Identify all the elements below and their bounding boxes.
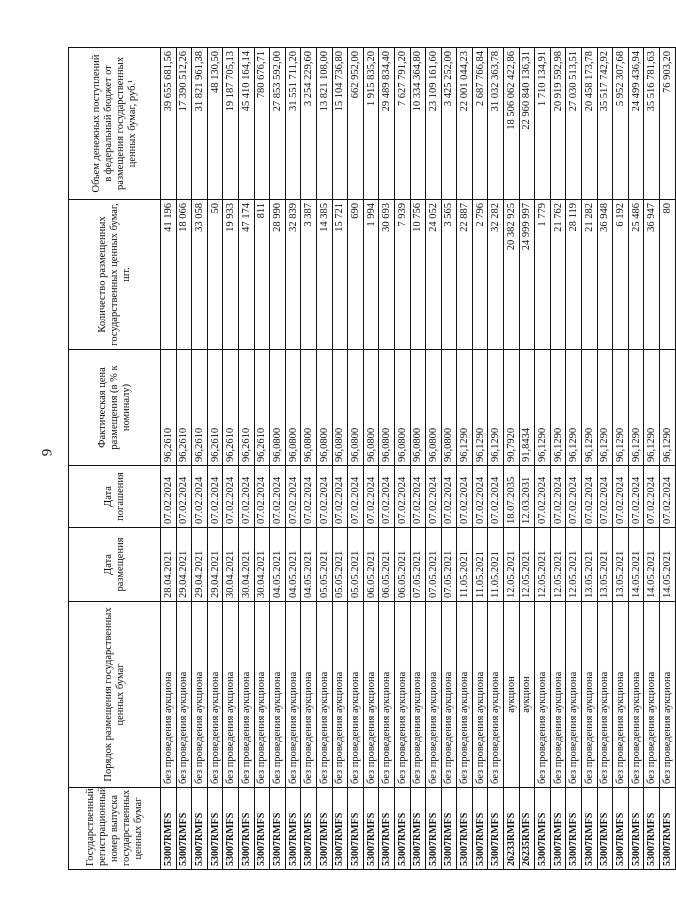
placement-date-cell: 12.05.2021 — [519, 528, 535, 602]
proceeds-cell: 27 030 513,51 — [566, 48, 582, 200]
actual-price-cell: 96,0800 — [379, 350, 395, 466]
proceeds-cell: 76 903,20 — [660, 48, 676, 200]
proceeds-cell: 20 458 173,78 — [582, 48, 598, 200]
placement-date-cell: 29.04.2021 — [192, 528, 208, 602]
reg-number-cell: 53007RMFS — [301, 788, 317, 870]
placement-order-cell: без проведения аукциона — [207, 602, 223, 788]
page-number: 9 — [39, 448, 56, 457]
actual-price-cell: 90,7920 — [504, 350, 520, 466]
maturity-date-cell: 07.02.2024 — [410, 466, 426, 528]
placement-date-cell: 12.05.2021 — [535, 528, 551, 602]
reg-number-cell: 53007RMFS — [223, 788, 239, 870]
table-row — [348, 48, 364, 870]
actual-price-cell: 96,0800 — [441, 350, 457, 466]
table-row — [535, 48, 551, 870]
placement-date-cell: 04.05.2021 — [270, 528, 286, 602]
proceeds-cell: 39 655 681,56 — [161, 48, 177, 200]
actual-price-cell: 96,1290 — [582, 350, 598, 466]
placement-order-cell: без проведения аукциона — [644, 602, 660, 788]
placement-date-cell: 14.05.2021 — [660, 528, 676, 602]
placement-date-cell: 14.05.2021 — [628, 528, 644, 602]
table-row — [519, 48, 535, 870]
maturity-date-cell: 07.02.2024 — [316, 466, 332, 528]
proceeds-cell: 29 489 834,40 — [379, 48, 395, 200]
reg-number-cell: 53007RMFS — [176, 788, 192, 870]
table-row — [394, 48, 410, 870]
reg-number-cell: 53007RMFS — [332, 788, 348, 870]
maturity-date-cell: 18.07.2035 — [504, 466, 520, 528]
actual-price-cell: 96,1290 — [597, 350, 613, 466]
placements-table — [68, 47, 676, 870]
placement-date-cell: 30.04.2021 — [254, 528, 270, 602]
quantity-cell: 22 887 — [457, 200, 473, 350]
quantity-cell: 15 721 — [332, 200, 348, 350]
header-quantity: Количество размещенных государственных ценных бумаг, шт. — [69, 200, 161, 350]
reg-number-cell: 53007RMFS — [254, 788, 270, 870]
quantity-cell: 21 762 — [550, 200, 566, 350]
placement-date-cell: 07.05.2021 — [410, 528, 426, 602]
quantity-cell: 2 796 — [472, 200, 488, 350]
actual-price-cell: 96,1290 — [628, 350, 644, 466]
placement-date-cell: 11.05.2021 — [457, 528, 473, 602]
quantity-cell: 18 066 — [176, 200, 192, 350]
quantity-cell: 10 756 — [410, 200, 426, 350]
placement-date-cell: 30.04.2021 — [223, 528, 239, 602]
reg-number-cell: 53007RMFS — [644, 788, 660, 870]
table-row — [426, 48, 442, 870]
table-row — [379, 48, 395, 870]
maturity-date-cell: 07.02.2024 — [644, 466, 660, 528]
quantity-cell: 41 196 — [161, 200, 177, 350]
maturity-date-cell: 07.02.2024 — [270, 466, 286, 528]
reg-number-cell: 53007RMFS — [410, 788, 426, 870]
placement-order-cell: без проведения аукциона — [223, 602, 239, 788]
actual-price-cell: 96,2610 — [192, 350, 208, 466]
table-row — [644, 48, 660, 870]
reg-number-cell: 53007RMFS — [270, 788, 286, 870]
reg-number-cell: 26235RMFS — [519, 788, 535, 870]
placement-order-cell: без проведения аукциона — [285, 602, 301, 788]
maturity-date-cell: 07.02.2024 — [426, 466, 442, 528]
maturity-date-cell: 07.02.2024 — [238, 466, 254, 528]
reg-number-cell: 53007RMFS — [457, 788, 473, 870]
table-row — [316, 48, 332, 870]
placement-order-cell: без проведения аукциона — [597, 602, 613, 788]
maturity-date-cell: 12.03.2031 — [519, 466, 535, 528]
maturity-date-cell: 07.02.2024 — [332, 466, 348, 528]
quantity-cell: 1 994 — [363, 200, 379, 350]
quantity-cell: 33 058 — [192, 200, 208, 350]
actual-price-cell: 96,0800 — [394, 350, 410, 466]
reg-number-cell: 53007RMFS — [597, 788, 613, 870]
actual-price-cell: 96,1290 — [535, 350, 551, 466]
quantity-cell: 32 282 — [488, 200, 504, 350]
actual-price-cell: 96,0800 — [316, 350, 332, 466]
placement-date-cell: 06.05.2021 — [363, 528, 379, 602]
placement-order-cell: без проведения аукциона — [254, 602, 270, 788]
table-row — [238, 48, 254, 870]
reg-number-cell: 53007RMFS — [161, 788, 177, 870]
maturity-date-cell: 07.02.2024 — [457, 466, 473, 528]
table-row — [363, 48, 379, 870]
actual-price-cell: 96,1290 — [566, 350, 582, 466]
placement-order-cell: без проведения аукциона — [410, 602, 426, 788]
placement-date-cell: 29.04.2021 — [207, 528, 223, 602]
placement-order-cell: без проведения аукциона — [628, 602, 644, 788]
placement-order-cell: без проведения аукциона — [301, 602, 317, 788]
proceeds-cell: 45 410 164,14 — [238, 48, 254, 200]
maturity-date-cell: 07.02.2024 — [628, 466, 644, 528]
placement-order-cell: без проведения аукциона — [394, 602, 410, 788]
maturity-date-cell: 07.02.2024 — [176, 466, 192, 528]
placement-date-cell: 11.05.2021 — [488, 528, 504, 602]
quantity-cell: 1 779 — [535, 200, 551, 350]
proceeds-cell: 20 919 592,98 — [550, 48, 566, 200]
actual-price-cell: 96,0800 — [301, 350, 317, 466]
table-row — [660, 48, 676, 870]
actual-price-cell: 96,0800 — [426, 350, 442, 466]
actual-price-cell: 96,1290 — [644, 350, 660, 466]
placement-order-cell: без проведения аукциона — [613, 602, 629, 788]
placement-order-cell: без проведения аукциона — [441, 602, 457, 788]
quantity-cell: 690 — [348, 200, 364, 350]
maturity-date-cell: 07.02.2024 — [254, 466, 270, 528]
quantity-cell: 811 — [254, 200, 270, 350]
quantity-cell: 3 565 — [441, 200, 457, 350]
reg-number-cell: 53007RMFS — [535, 788, 551, 870]
reg-number-cell: 53007RMFS — [613, 788, 629, 870]
actual-price-cell: 96,2610 — [238, 350, 254, 466]
reg-number-cell: 53007RMFS — [441, 788, 457, 870]
table-row — [504, 48, 520, 870]
placement-order-cell: аукцион — [519, 602, 535, 788]
proceeds-cell: 1 710 134,91 — [535, 48, 551, 200]
reg-number-cell: 53007RMFS — [488, 788, 504, 870]
table-row — [285, 48, 301, 870]
placement-date-cell: 05.05.2021 — [332, 528, 348, 602]
header-placement-order: Порядок размещения государственных ценных бумаг — [69, 602, 161, 788]
table-row — [550, 48, 566, 870]
actual-price-cell: 96,2610 — [207, 350, 223, 466]
reg-number-cell: 53007RMFS — [426, 788, 442, 870]
actual-price-cell: 96,2610 — [254, 350, 270, 466]
proceeds-cell: 22 001 044,23 — [457, 48, 473, 200]
placement-order-cell: без проведения аукциона — [332, 602, 348, 788]
proceeds-cell: 31 032 363,78 — [488, 48, 504, 200]
quantity-cell: 24 052 — [426, 200, 442, 350]
placement-date-cell: 13.05.2021 — [597, 528, 613, 602]
quantity-cell: 7 939 — [394, 200, 410, 350]
proceeds-cell: 17 390 512,26 — [176, 48, 192, 200]
quantity-cell: 24 999 997 — [519, 200, 535, 350]
placement-date-cell: 28.04.2021 — [161, 528, 177, 602]
table-row — [176, 48, 192, 870]
header-maturity-date: Дата погашения — [69, 466, 161, 528]
table-row — [332, 48, 348, 870]
quantity-cell: 30 693 — [379, 200, 395, 350]
actual-price-cell: 96,1290 — [488, 350, 504, 466]
table-row — [270, 48, 286, 870]
maturity-date-cell: 07.02.2024 — [379, 466, 395, 528]
reg-number-cell: 53007RMFS — [207, 788, 223, 870]
placement-order-cell: без проведения аукциона — [457, 602, 473, 788]
reg-number-cell: 53007RMFS — [285, 788, 301, 870]
proceeds-cell: 19 187 705,13 — [223, 48, 239, 200]
proceeds-cell: 3 254 229,60 — [301, 48, 317, 200]
placement-date-cell: 14.05.2021 — [644, 528, 660, 602]
placement-date-cell: 30.04.2021 — [238, 528, 254, 602]
table-row — [441, 48, 457, 870]
maturity-date-cell: 07.02.2024 — [566, 466, 582, 528]
actual-price-cell: 96,0800 — [410, 350, 426, 466]
placement-order-cell: без проведения аукциона — [238, 602, 254, 788]
placement-date-cell: 06.05.2021 — [394, 528, 410, 602]
actual-price-cell: 96,1290 — [472, 350, 488, 466]
proceeds-cell: 27 853 592,00 — [270, 48, 286, 200]
proceeds-cell: 31 821 961,38 — [192, 48, 208, 200]
reg-number-cell: 53007RMFS — [660, 788, 676, 870]
placement-order-cell: без проведения аукциона — [582, 602, 598, 788]
maturity-date-cell: 07.02.2024 — [192, 466, 208, 528]
actual-price-cell: 96,1290 — [550, 350, 566, 466]
table-row — [613, 48, 629, 870]
placement-order-cell: без проведения аукциона — [176, 602, 192, 788]
header-placement-date: Дата размещения — [69, 528, 161, 602]
header-reg-number: Государственный регистрационный номер выпуска государственных ценных бумаг — [69, 788, 161, 870]
reg-number-cell: 53007RMFS — [379, 788, 395, 870]
proceeds-cell: 48 130,50 — [207, 48, 223, 200]
table-row — [582, 48, 598, 870]
maturity-date-cell: 07.02.2024 — [285, 466, 301, 528]
actual-price-cell: 96,0800 — [363, 350, 379, 466]
placement-order-cell: без проведения аукциона — [660, 602, 676, 788]
placement-order-cell: без проведения аукциона — [535, 602, 551, 788]
proceeds-cell: 24 499 436,94 — [628, 48, 644, 200]
proceeds-cell: 1 915 835,20 — [363, 48, 379, 200]
table-row — [488, 48, 504, 870]
quantity-cell: 20 382 925 — [504, 200, 520, 350]
placement-order-cell: без проведения аукциона — [270, 602, 286, 788]
reg-number-cell: 53007RMFS — [238, 788, 254, 870]
placement-date-cell: 29.04.2021 — [176, 528, 192, 602]
proceeds-cell: 662 952,00 — [348, 48, 364, 200]
reg-number-cell: 53007RMFS — [628, 788, 644, 870]
table-row — [223, 48, 239, 870]
header-proceeds: Объем денежных поступлений в федеральный бюджет от размещения государственных ценных бумаг, руб.¹ — [69, 48, 161, 200]
table-row — [410, 48, 426, 870]
quantity-cell: 36 947 — [644, 200, 660, 350]
actual-price-cell: 91,8434 — [519, 350, 535, 466]
quantity-cell: 80 — [660, 200, 676, 350]
maturity-date-cell: 07.02.2024 — [550, 466, 566, 528]
placement-order-cell: аукцион — [504, 602, 520, 788]
table-row — [472, 48, 488, 870]
actual-price-cell: 96,0800 — [348, 350, 364, 466]
quantity-cell: 28 990 — [270, 200, 286, 350]
placement-date-cell: 04.05.2021 — [301, 528, 317, 602]
table-row — [301, 48, 317, 870]
rotated-table-wrapper — [68, 48, 673, 870]
placement-date-cell: 12.05.2021 — [504, 528, 520, 602]
proceeds-cell: 2 687 766,84 — [472, 48, 488, 200]
actual-price-cell: 96,2610 — [223, 350, 239, 466]
maturity-date-cell: 07.02.2024 — [660, 466, 676, 528]
placement-date-cell: 13.05.2021 — [582, 528, 598, 602]
actual-price-cell: 96,1290 — [660, 350, 676, 466]
placement-date-cell: 05.05.2021 — [316, 528, 332, 602]
actual-price-cell: 96,0800 — [285, 350, 301, 466]
reg-number-cell: 53007RMFS — [472, 788, 488, 870]
maturity-date-cell: 07.02.2024 — [161, 466, 177, 528]
actual-price-cell: 96,0800 — [332, 350, 348, 466]
proceeds-cell: 5 952 307,68 — [613, 48, 629, 200]
reg-number-cell: 26233RMFS — [504, 788, 520, 870]
placement-date-cell: 11.05.2021 — [472, 528, 488, 602]
maturity-date-cell: 07.02.2024 — [394, 466, 410, 528]
maturity-date-cell: 07.02.2024 — [441, 466, 457, 528]
reg-number-cell: 53007RMFS — [582, 788, 598, 870]
table-row — [566, 48, 582, 870]
quantity-cell: 36 948 — [597, 200, 613, 350]
table-body — [161, 48, 676, 870]
proceeds-cell: 7 627 791,20 — [394, 48, 410, 200]
table-row — [254, 48, 270, 870]
reg-number-cell: 53007RMFS — [192, 788, 208, 870]
placement-date-cell: 12.05.2021 — [566, 528, 582, 602]
quantity-cell: 50 — [207, 200, 223, 350]
placement-order-cell: без проведения аукциона — [161, 602, 177, 788]
proceeds-cell: 18 506 062 422,86 — [504, 48, 520, 200]
maturity-date-cell: 07.02.2024 — [488, 466, 504, 528]
proceeds-cell: 780 676,71 — [254, 48, 270, 200]
quantity-cell: 32 839 — [285, 200, 301, 350]
reg-number-cell: 53007RMFS — [316, 788, 332, 870]
maturity-date-cell: 07.02.2024 — [472, 466, 488, 528]
maturity-date-cell: 07.02.2024 — [348, 466, 364, 528]
table-row — [192, 48, 208, 870]
actual-price-cell: 96,0800 — [270, 350, 286, 466]
placement-order-cell: без проведения аукциона — [426, 602, 442, 788]
quantity-cell: 21 282 — [582, 200, 598, 350]
placement-date-cell: 05.05.2021 — [348, 528, 364, 602]
actual-price-cell: 96,2610 — [161, 350, 177, 466]
reg-number-cell: 53007RMFS — [394, 788, 410, 870]
placement-order-cell: без проведения аукциона — [472, 602, 488, 788]
quantity-cell: 19 933 — [223, 200, 239, 350]
quantity-cell: 6 192 — [613, 200, 629, 350]
proceeds-cell: 31 551 711,20 — [285, 48, 301, 200]
placement-date-cell: 07.05.2021 — [426, 528, 442, 602]
placement-order-cell: без проведения аукциона — [566, 602, 582, 788]
proceeds-cell: 15 104 736,80 — [332, 48, 348, 200]
quantity-cell: 47 174 — [238, 200, 254, 350]
maturity-date-cell: 07.02.2024 — [223, 466, 239, 528]
quantity-cell: 25 486 — [628, 200, 644, 350]
table-header-row — [69, 48, 161, 870]
quantity-cell: 14 385 — [316, 200, 332, 350]
reg-number-cell: 53007RMFS — [566, 788, 582, 870]
quantity-cell: 28 119 — [566, 200, 582, 350]
maturity-date-cell: 07.02.2024 — [207, 466, 223, 528]
proceeds-cell: 35 517 742,92 — [597, 48, 613, 200]
placement-order-cell: без проведения аукциона — [379, 602, 395, 788]
table-row — [597, 48, 613, 870]
table-row — [207, 48, 223, 870]
placement-order-cell: без проведения аукциона — [192, 602, 208, 788]
table-row — [161, 48, 177, 870]
placement-order-cell: без проведения аукциона — [550, 602, 566, 788]
placement-date-cell: 07.05.2021 — [441, 528, 457, 602]
proceeds-cell: 35 516 781,63 — [644, 48, 660, 200]
maturity-date-cell: 07.02.2024 — [597, 466, 613, 528]
proceeds-cell: 3 425 252,00 — [441, 48, 457, 200]
quantity-cell: 3 387 — [301, 200, 317, 350]
maturity-date-cell: 07.02.2024 — [363, 466, 379, 528]
placement-date-cell: 12.05.2021 — [550, 528, 566, 602]
proceeds-cell: 10 334 364,80 — [410, 48, 426, 200]
reg-number-cell: 53007RMFS — [348, 788, 364, 870]
actual-price-cell: 96,1290 — [457, 350, 473, 466]
header-actual-price: Фактическая цена размещения (в % к номиналу) — [69, 350, 161, 466]
actual-price-cell: 96,1290 — [613, 350, 629, 466]
proceeds-cell: 23 109 161,60 — [426, 48, 442, 200]
placement-order-cell: без проведения аукциона — [488, 602, 504, 788]
actual-price-cell: 96,2610 — [176, 350, 192, 466]
maturity-date-cell: 07.02.2024 — [301, 466, 317, 528]
placement-order-cell: без проведения аукциона — [316, 602, 332, 788]
placement-date-cell: 06.05.2021 — [379, 528, 395, 602]
table-row — [628, 48, 644, 870]
reg-number-cell: 53007RMFS — [363, 788, 379, 870]
maturity-date-cell: 07.02.2024 — [613, 466, 629, 528]
table-row — [457, 48, 473, 870]
placement-date-cell: 13.05.2021 — [613, 528, 629, 602]
placement-date-cell: 04.05.2021 — [285, 528, 301, 602]
placement-order-cell: без проведения аукциона — [363, 602, 379, 788]
proceeds-cell: 22 960 840 136,31 — [519, 48, 535, 200]
placement-order-cell: без проведения аукциона — [348, 602, 364, 788]
proceeds-cell: 13 821 108,00 — [316, 48, 332, 200]
maturity-date-cell: 07.02.2024 — [535, 466, 551, 528]
maturity-date-cell: 07.02.2024 — [582, 466, 598, 528]
reg-number-cell: 53007RMFS — [550, 788, 566, 870]
